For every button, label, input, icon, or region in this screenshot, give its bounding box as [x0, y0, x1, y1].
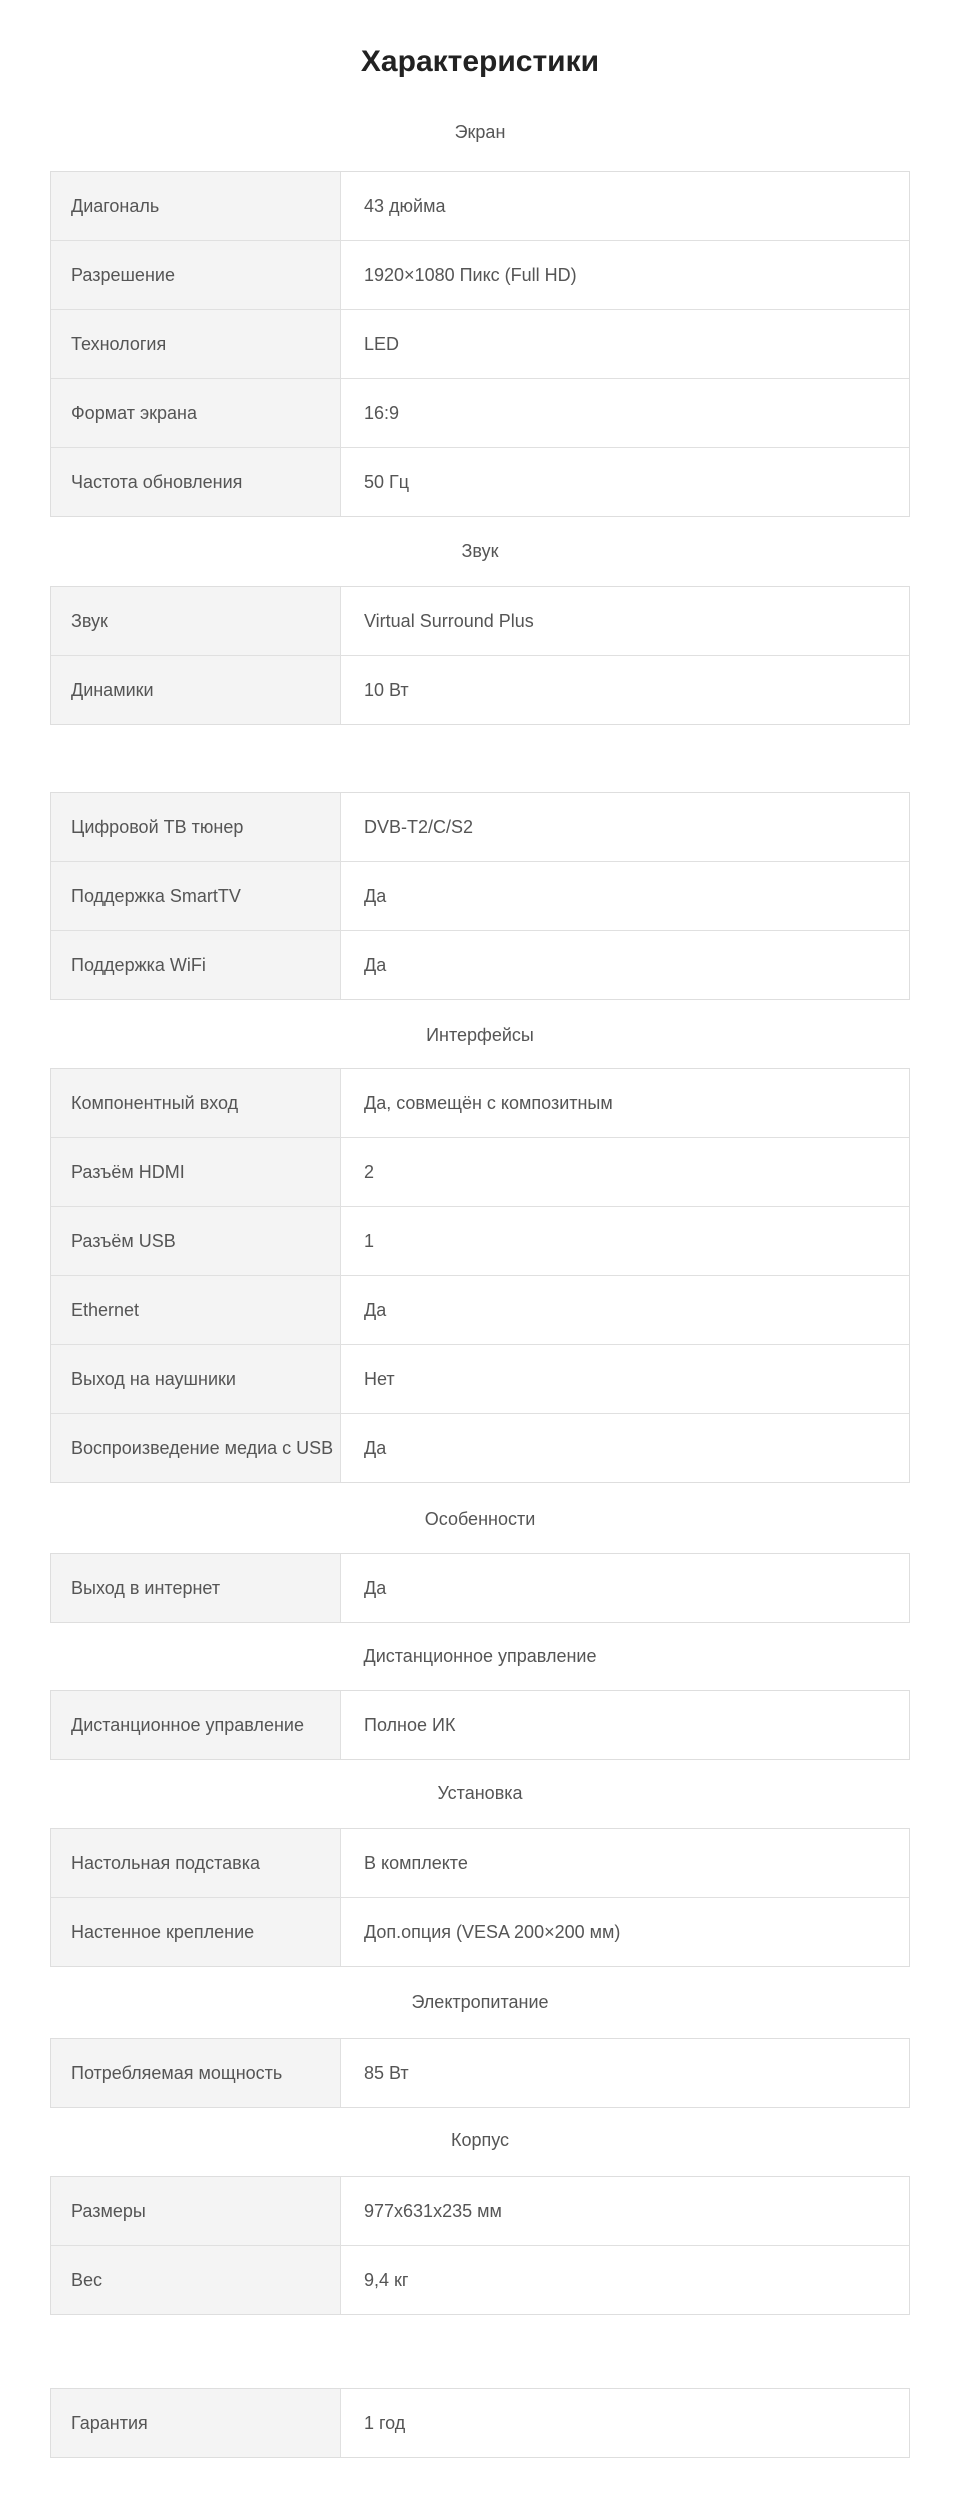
spec-value: Доп.опция (VESA 200×200 мм): [364, 1921, 621, 1942]
spec-name: Выход на наушники: [51, 1345, 341, 1413]
spec-value: Да: [364, 1577, 387, 1598]
table-row: [51, 1829, 909, 1898]
table-row: [51, 379, 909, 448]
section-title-sound: Звук: [461, 541, 499, 561]
table-row: [51, 448, 909, 516]
spec-table-interfaces: [50, 1068, 910, 1483]
table-row: [51, 587, 909, 656]
table-row: [51, 2246, 909, 2314]
spec-value: 50 Гц: [364, 471, 410, 492]
spec-table-remote: [50, 1690, 910, 1760]
section-title-remote: Дистанционное управление: [363, 1646, 597, 1666]
table-row: [51, 656, 909, 724]
spec-name: Настольная подставка: [51, 1829, 341, 1897]
spec-value: Да: [364, 885, 387, 906]
section-title-body: Корпус: [450, 2130, 510, 2150]
spec-value: 977x631x235 мм: [364, 2200, 502, 2221]
table-row: [51, 1207, 909, 1276]
spec-name: Ethernet: [51, 1276, 341, 1344]
table-row: [51, 172, 909, 241]
spec-table-body: [50, 2176, 910, 2315]
table-row: [51, 1069, 909, 1138]
table-row: [51, 241, 909, 310]
spec-table-tv: [50, 792, 910, 1000]
spec-name: Размеры: [51, 2177, 341, 2245]
spec-value: 1 год: [364, 2412, 406, 2433]
section-title-features: Особенности: [424, 1509, 536, 1529]
spec-value: 16:9: [364, 402, 400, 423]
spec-name: Настенное крепление: [51, 1898, 341, 1966]
table-row: [51, 1138, 909, 1207]
spec-name: Потребляемая мощность: [51, 2039, 341, 2107]
spec-value: 1: [364, 1230, 375, 1251]
spec-name: Формат экрана: [51, 379, 341, 447]
spec-value: Да, совмещён с композитным: [364, 1092, 613, 1113]
spec-name: Разъём USB: [51, 1207, 341, 1275]
spec-name: Компонентный вход: [51, 1069, 341, 1137]
spec-value: LED: [364, 333, 400, 354]
spec-table-power: [50, 2038, 910, 2108]
spec-value: Virtual Surround Plus: [364, 610, 534, 631]
spec-name: Звук: [51, 587, 341, 655]
spec-value: Да: [364, 1299, 387, 1320]
spec-name: Поддержка SmartTV: [51, 862, 341, 930]
spec-name: Поддержка WiFi: [51, 931, 341, 999]
spec-table-sound: [50, 586, 910, 725]
spec-name: Технология: [51, 310, 341, 378]
spec-name: Гарантия: [51, 2389, 341, 2457]
table-row: [51, 2039, 909, 2107]
table-row: [51, 1691, 909, 1759]
spec-value: 43 дюйма: [364, 195, 446, 216]
table-row: [51, 1554, 909, 1622]
spec-value: Да: [364, 1437, 387, 1458]
spec-value: DVB-T2/C/S2: [364, 816, 474, 837]
spec-name: Диагональ: [51, 172, 341, 240]
table-row: [51, 1898, 909, 1966]
table-row: [51, 931, 909, 999]
spec-name: Выход в интернет: [51, 1554, 341, 1622]
spec-name: Разрешение: [51, 241, 341, 309]
section-title-screen: Экран: [454, 122, 506, 142]
spec-name: Цифровой ТВ тюнер: [51, 793, 341, 861]
spec-value: 2: [364, 1161, 375, 1182]
spec-table-installation: [50, 1828, 910, 1967]
section-title-power: Электропитание: [411, 1992, 549, 2012]
spec-value: 1920×1080 Пикс (Full HD): [364, 264, 577, 285]
spec-name: Динамики: [51, 656, 341, 724]
spec-name: Разъём HDMI: [51, 1138, 341, 1206]
spec-value: 85 Вт: [364, 2062, 409, 2083]
spec-value: Нет: [364, 1368, 395, 1389]
table-row: [51, 1276, 909, 1345]
spec-value: В комплекте: [364, 1852, 468, 1873]
spec-value: Полное ИК: [364, 1714, 456, 1735]
table-row: [51, 2177, 909, 2246]
table-row: [51, 1414, 909, 1482]
section-title-installation: Установка: [437, 1783, 523, 1803]
spec-table-features: [50, 1553, 910, 1623]
spec-table-screen: [50, 171, 910, 517]
spec-value: 9,4 кг: [364, 2269, 409, 2290]
spec-name: Вес: [51, 2246, 341, 2314]
spec-name: Дистанционное управление: [51, 1691, 341, 1759]
table-row: [51, 793, 909, 862]
table-row: [51, 862, 909, 931]
spec-name: Частота обновления: [51, 448, 341, 516]
spec-value: 10 Вт: [364, 679, 409, 700]
section-title-interfaces: Интерфейсы: [426, 1025, 534, 1045]
page-title: Характеристики: [360, 45, 600, 78]
spec-name: Воспроизведение медиа с USB: [51, 1414, 341, 1482]
table-row: [51, 1345, 909, 1414]
spec-value: Да: [364, 954, 387, 975]
table-row: [51, 2389, 909, 2457]
spec-table-warranty: [50, 2388, 910, 2458]
table-row: [51, 310, 909, 379]
